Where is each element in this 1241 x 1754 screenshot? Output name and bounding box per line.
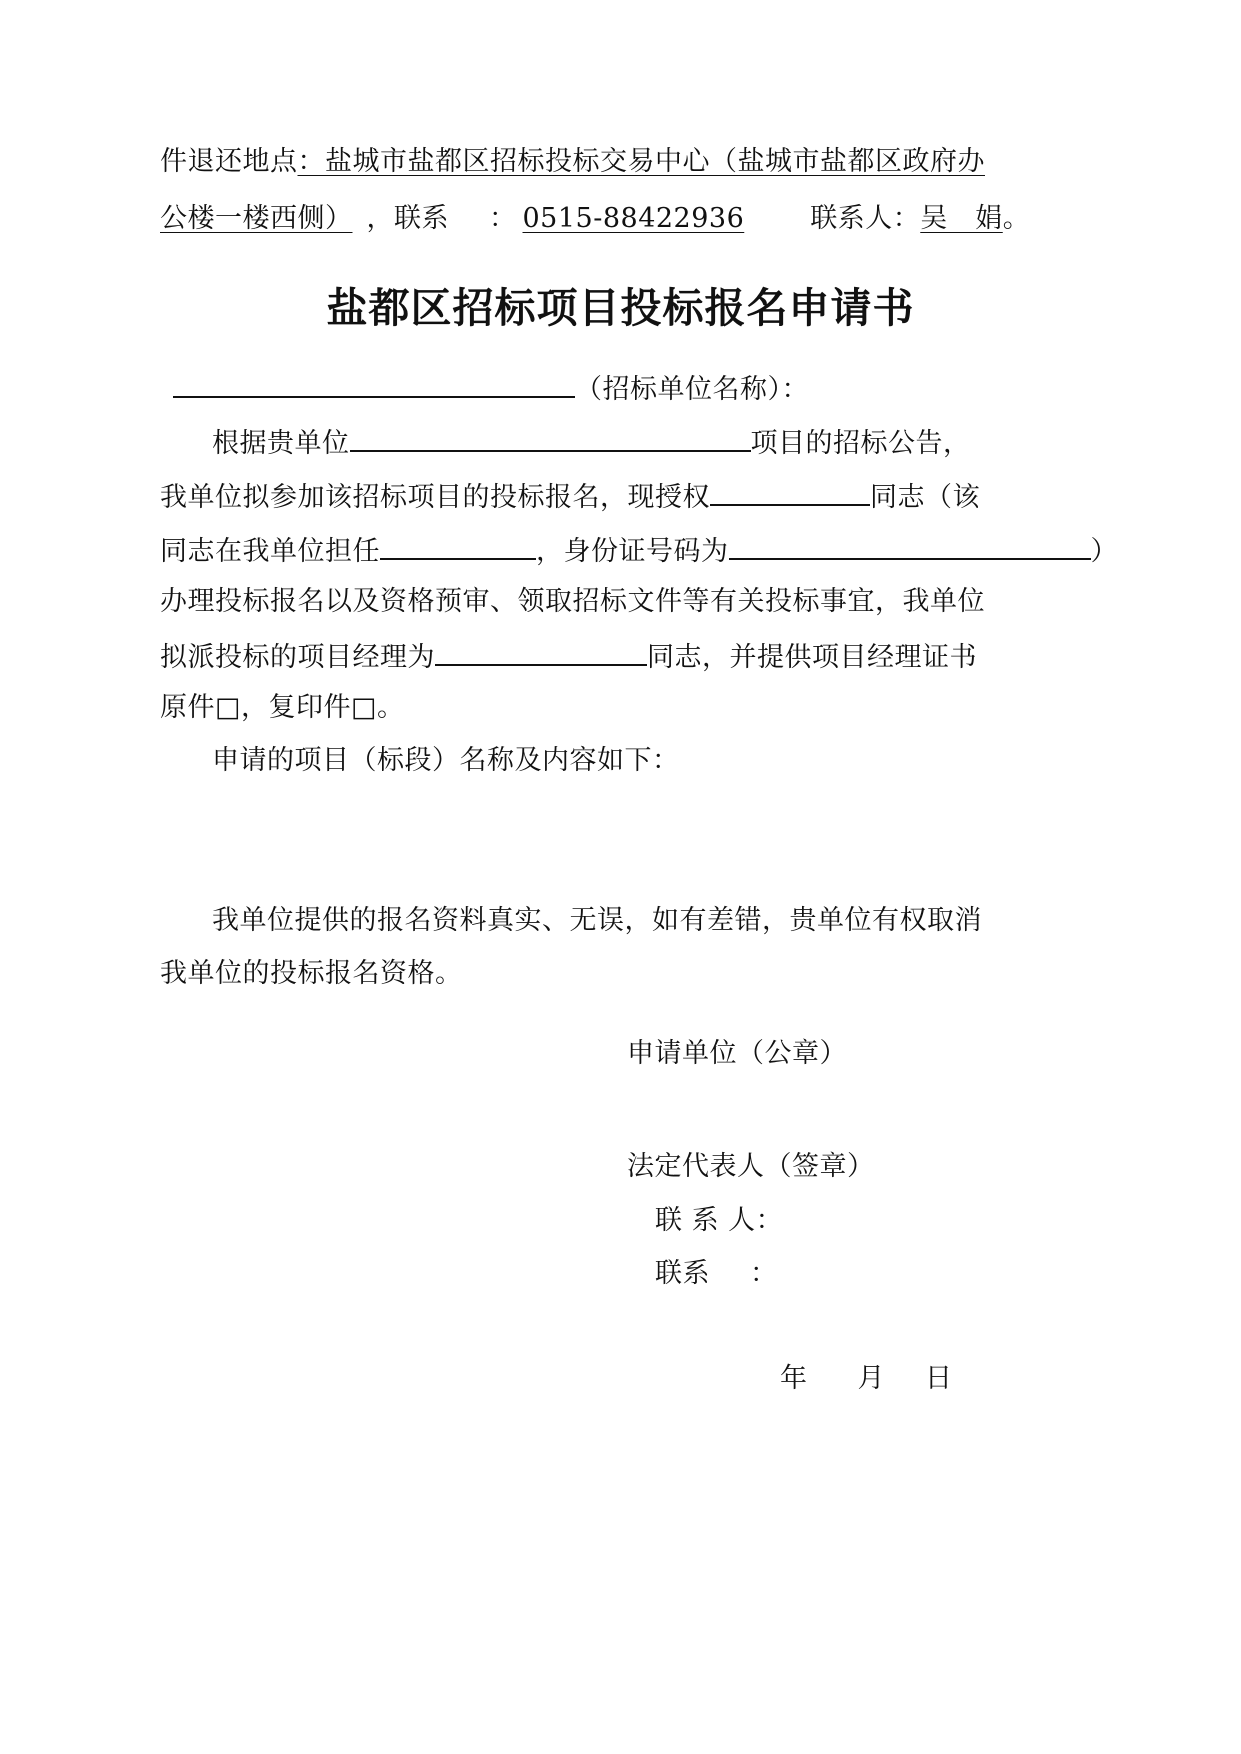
contact-person-line [655, 1204, 783, 1238]
para1-line5-start: 拟派投标的项目经理为 [160, 642, 435, 673]
notice-line-2 [160, 202, 1030, 236]
notice-prefix: 件退还地点 [160, 146, 298, 177]
notice-address-part1: 盐城市盐都区招标投标交易中心（盐城市盐都区政府办 [325, 146, 985, 177]
unit-name-hint: （招标单位名称）： [575, 374, 809, 405]
para1-line4: 办理投标报名以及资格预审、领取招标文件等有关投标事宜，我单位 [160, 586, 985, 617]
applicant-seal: 申请单位（公章） [627, 1038, 847, 1069]
para1-line3-end: ） [1090, 536, 1118, 567]
para1-line5-end: 同志，并提供项目经理证书 [647, 642, 977, 673]
notice-contact-person-label: 联系人： [810, 203, 921, 234]
para3-line-2 [160, 957, 463, 991]
legal-rep-line [627, 1150, 875, 1184]
para2: 申请的项目（标段）名称及内容如下： [212, 745, 680, 776]
notice-colon: ： [297, 146, 325, 177]
para1-line2-end: 同志（该 [870, 482, 980, 513]
para1-mid: 项目的招标公告， [750, 428, 971, 459]
para1-line-4 [160, 585, 985, 619]
legal-rep-signature: 法定代表人（签章） [627, 1151, 875, 1182]
notice-contact-label: 联系 [394, 203, 449, 234]
notice-contact-colon: ： [489, 203, 517, 234]
para3-line2: 我单位的投标报名资格。 [160, 958, 463, 989]
para3-line-1 [212, 904, 982, 938]
authorized-person-blank[interactable] [710, 478, 870, 506]
applicant-seal-line [627, 1037, 847, 1071]
date-day: 日 [925, 1363, 953, 1394]
para1-line-3 [160, 532, 1118, 569]
notice-end-period: 。 [1002, 203, 1031, 234]
para1-line6: 原件□，复印件□。 [160, 692, 405, 723]
project-manager-blank[interactable] [435, 638, 647, 666]
date-month: 月 [857, 1363, 885, 1394]
para1-line-6 [160, 691, 405, 725]
contact-line [655, 1257, 778, 1291]
notice-contact-person-name: 吴 娟 [920, 203, 1003, 234]
contact-label: 联系 [655, 1258, 710, 1289]
page-title: 盐都区招标项目投标报名申请书 [326, 284, 915, 332]
notice-phone: 0515-88422936 [522, 203, 745, 234]
para1-line3-start: 同志在我单位担任 [160, 536, 380, 567]
para1-line-1 [212, 424, 971, 461]
notice-address-part2: 公楼一楼西侧） [160, 203, 353, 234]
id-number-blank[interactable] [729, 532, 1091, 560]
unit-name-blank[interactable] [173, 370, 575, 398]
contact-colon: ： [750, 1258, 778, 1289]
para2-line [212, 744, 680, 778]
notice-comma: ， [366, 203, 394, 234]
para1-start: 根据贵单位 [212, 428, 350, 459]
para3-line1: 我单位提供的报名资料真实、无误，如有差错，贵单位有权取消 [212, 905, 982, 936]
project-name-blank[interactable] [350, 424, 751, 452]
position-blank[interactable] [380, 532, 536, 560]
date-line [780, 1362, 953, 1396]
unit-name-line [173, 370, 809, 407]
para1-line3-mid: ，身份证号码为 [536, 536, 729, 567]
para1-line2-start: 我单位拟参加该招标项目的投标报名，现授权 [160, 482, 710, 513]
notice-line-1 [160, 145, 985, 179]
para1-line-5 [160, 638, 977, 675]
date-year: 年 [780, 1363, 808, 1394]
para1-line-2 [160, 478, 980, 515]
contact-person-label: 联 系 人： [655, 1205, 784, 1236]
